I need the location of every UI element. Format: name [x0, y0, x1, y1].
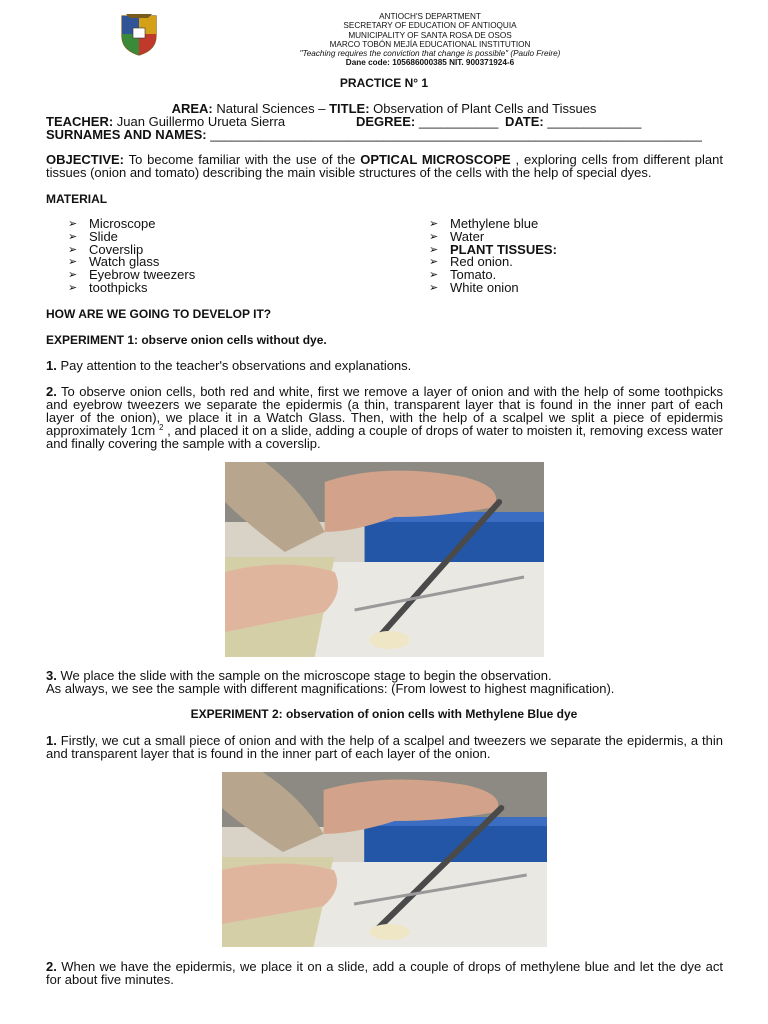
- material-item: Tomato.: [450, 267, 497, 283]
- experiment2-step1: [46, 734, 723, 760]
- objective-paragraph: [46, 153, 723, 179]
- school-crest-logo: [118, 12, 160, 56]
- surnames-blank: ____________________________________________________________________: [206, 127, 702, 142]
- list-item: [429, 279, 557, 295]
- arrow-bullet-icon: ➢: [429, 243, 439, 256]
- header-line: SECRETARY OF EDUCATION OF ANTIOQUIA: [343, 21, 517, 31]
- material-item: Microscope: [89, 216, 156, 231]
- experiment1-step1: [46, 359, 723, 372]
- superscript: 2: [158, 423, 164, 432]
- title-value: Observation of Plant Cells and Tissues: [369, 101, 597, 116]
- arrow-bullet-icon: ➢: [429, 218, 439, 230]
- step-number: 2.: [46, 959, 57, 974]
- step-number: 1.: [46, 733, 57, 748]
- surnames-line: [46, 128, 726, 141]
- material-heading: MATERIAL: [46, 192, 108, 206]
- arrow-bullet-icon: ➢: [429, 230, 439, 243]
- step-number: 1.: [46, 358, 57, 373]
- arrow-bullet-icon: ➢: [68, 256, 78, 269]
- step-text: We place the slide with the sample on the microscope stage to begin the observation.: [56, 668, 552, 683]
- experiment1-step3: [46, 669, 723, 695]
- teacher-label: TEACHER:: [46, 114, 114, 129]
- arrow-bullet-icon: ➢: [429, 256, 439, 269]
- experiment1-step2: [46, 385, 723, 450]
- institution-header: [230, 12, 630, 68]
- step-text-second-line: As always, we see the sample with different magnifications: (From lowest to highest magnification).: [46, 681, 615, 696]
- material-item: toothpicks: [89, 279, 148, 295]
- step-text-rest: , and placed it on a slide, adding a couple of drops of water to moisten it, removing excess water and finally covering the sample with a coverslip.: [46, 423, 724, 451]
- material-item: Watch glass: [89, 254, 160, 270]
- experiment1-heading: EXPERIMENT 1: observe onion cells without dye.: [46, 333, 327, 347]
- material-item: Water: [450, 228, 485, 244]
- onion-epidermis-photo: [225, 462, 544, 657]
- experiment2-heading: EXPERIMENT 2: observation of onion cells with Methylene Blue dye: [190, 707, 578, 721]
- material-item: Methylene blue: [450, 216, 539, 231]
- arrow-bullet-icon: ➢: [68, 243, 78, 256]
- objective-text: To become familiar with the use of the: [124, 152, 361, 167]
- header-line: MARCO TOBÓN MEJÍA EDUCATIONAL INSTITUTION: [329, 39, 531, 49]
- material-list-left: [68, 218, 195, 295]
- onion-epidermis-photo-2: [222, 772, 547, 947]
- list-item: [68, 279, 195, 295]
- teacher-name: Juan Guillermo Urueta Sierra: [113, 114, 286, 129]
- step-number: 3.: [46, 668, 57, 683]
- list-item: [429, 218, 557, 231]
- list-item: [68, 218, 195, 231]
- material-item: White onion: [450, 279, 519, 295]
- step-text: Pay attention to the teacher's observations and explanations.: [56, 358, 412, 373]
- arrow-bullet-icon: ➢: [429, 269, 439, 282]
- date-blank: _____________: [543, 114, 642, 129]
- arrow-bullet-icon: ➢: [429, 281, 439, 294]
- header-quote: "Teaching requires the conviction that change is possible" (Paulo Freire): [299, 49, 561, 59]
- title-label: TITLE:: [329, 101, 370, 116]
- practice-title: PRACTICE N° 1: [339, 76, 429, 90]
- objective-text-rest: , exploring cells from different plant tissues (onion and tomato) describing the main visible structures of the cells with the help of special dyes.: [46, 152, 723, 180]
- area-label: AREA:: [171, 101, 213, 116]
- arrow-bullet-icon: ➢: [68, 281, 78, 294]
- degree-blank: ___________: [415, 114, 499, 129]
- degree-label: DEGREE:: [356, 114, 416, 129]
- step-text: To observe onion cells, both red and white, first we remove a layer of onion and with the help of some toothpicks and eyebrow tweezers we separate the epidermis (a thin, transparent layer that is found in the inner part of each layer of the onion), we place it in a Watch Glass. Then, with the help of a scalpel we split a piece of epidermis approximately 1cm: [46, 384, 723, 438]
- area-value: Natural Sciences –: [212, 101, 330, 116]
- material-item: Coverslip: [89, 241, 144, 257]
- surnames-label: SURNAMES AND NAMES:: [46, 127, 207, 142]
- material-list-right: [429, 218, 557, 295]
- objective-label: OBJECTIVE:: [46, 152, 125, 167]
- header-line: ANTIOCH'S DEPARTMENT: [379, 12, 481, 21]
- header-dane-code: Dane code: 105686000385 NIT. 900371924-6: [345, 58, 515, 68]
- material-item-heading: PLANT TISSUES:: [450, 241, 557, 257]
- step-number: 2.: [46, 384, 57, 399]
- material-item: Eyebrow tweezers: [89, 267, 196, 283]
- arrow-bullet-icon: ➢: [68, 218, 78, 230]
- develop-heading: HOW ARE WE GOING TO DEVELOP IT?: [46, 307, 272, 321]
- material-item: Red onion.: [450, 254, 513, 270]
- arrow-bullet-icon: ➢: [68, 269, 78, 282]
- header-line: MUNICIPALITY OF SANTA ROSA DE OSOS: [348, 30, 512, 40]
- step-text: Firstly, we cut a small piece of onion and with the help of a scalpel and tweezers we separate the epidermis, a thin and transparent layer that is found in the inner part of each layer of the onion.: [46, 733, 723, 761]
- date-label: DATE:: [505, 114, 544, 129]
- step-text: When we have the epidermis, we place it on a slide, add a couple of drops of methylene blue and let the dye act for about five minutes.: [46, 959, 723, 987]
- arrow-bullet-icon: ➢: [68, 230, 78, 243]
- experiment2-step2: [46, 960, 723, 986]
- material-item: Slide: [89, 228, 118, 244]
- objective-strong: OPTICAL MICROSCOPE: [360, 152, 511, 167]
